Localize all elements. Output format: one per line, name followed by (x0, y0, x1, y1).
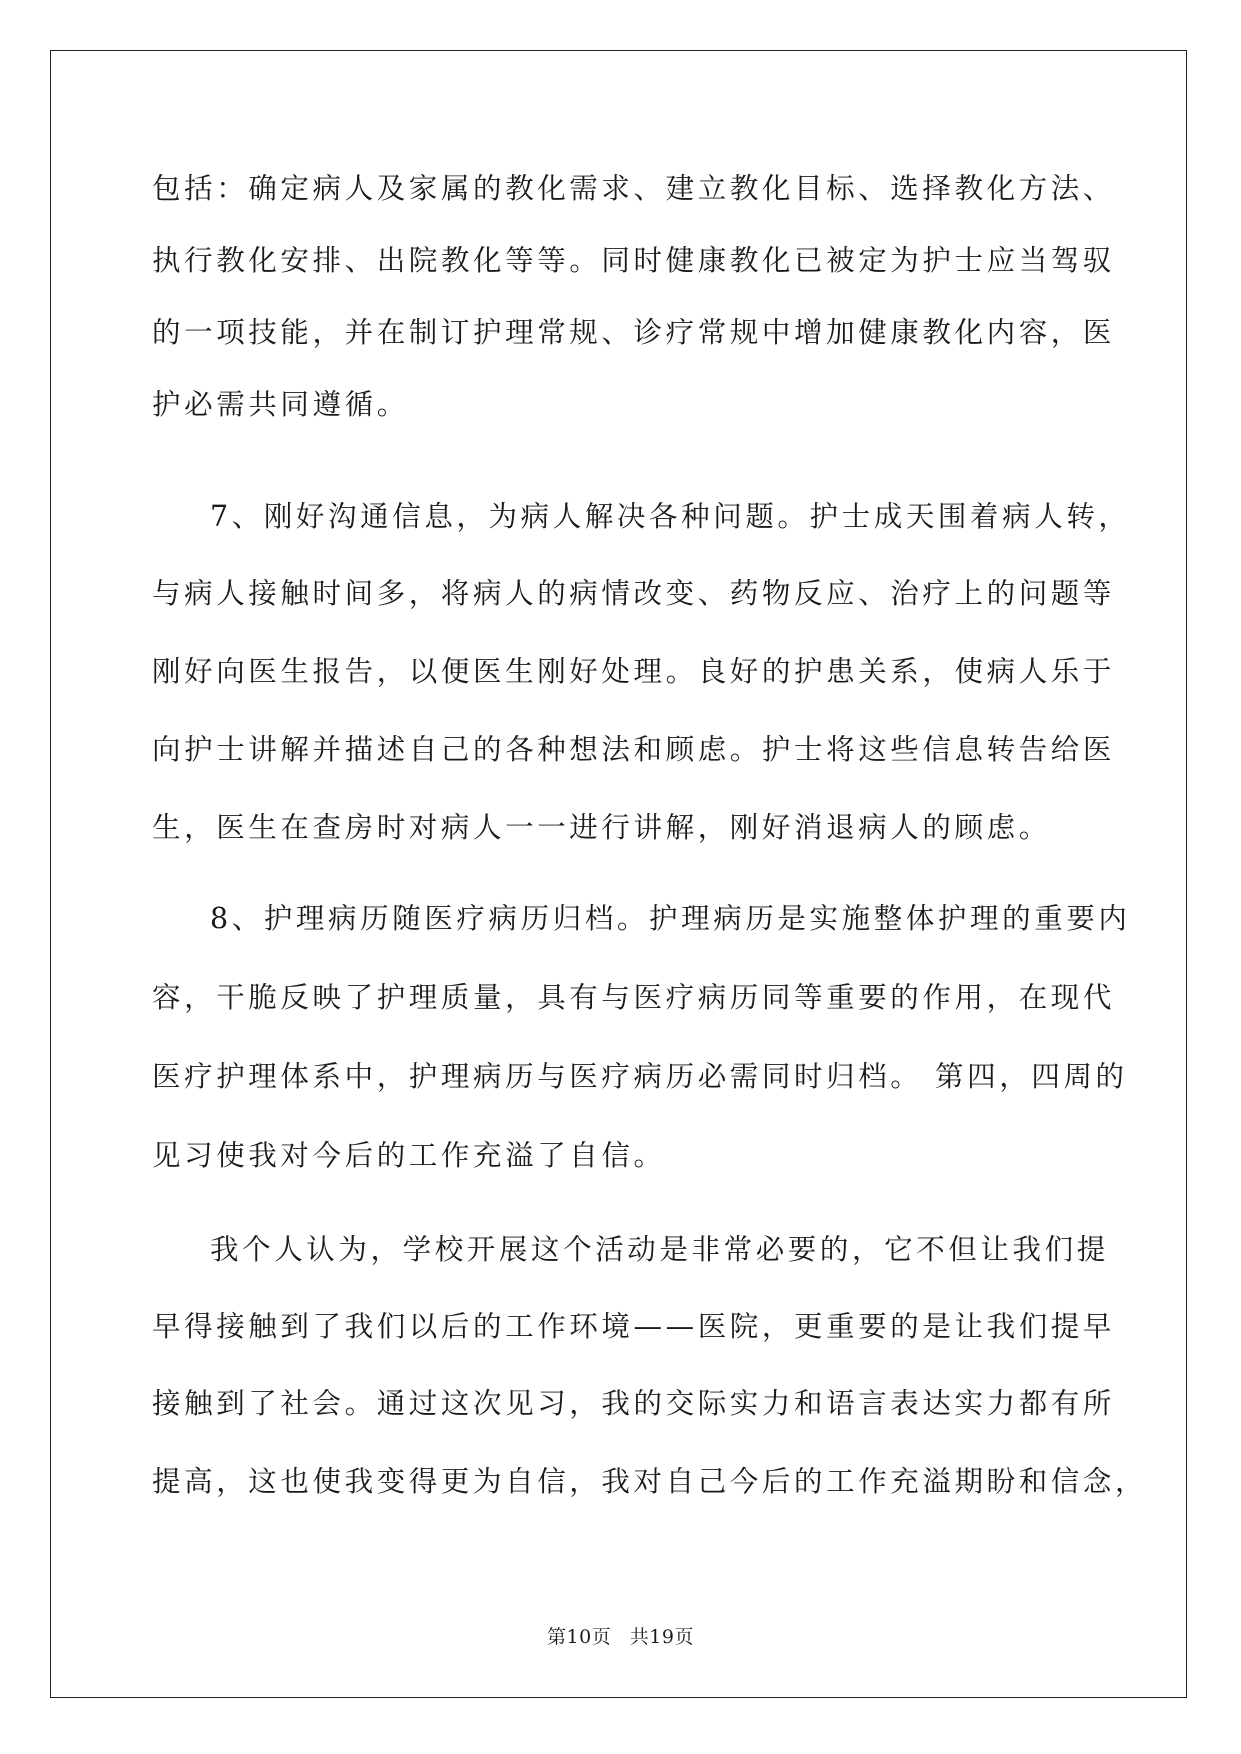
text-line: 执行教化安排、出院教化等等。同时健康教化已被定为护士应当驾驭 (152, 244, 1116, 277)
text-line: 刚好向医生报告，以便医生刚好处理。良好的护患关系，使病人乐于 (152, 655, 1116, 688)
page-footer (0, 1622, 1241, 1649)
text-line: 提高，这也使我变得更为自信，我对自己今后的工作充溢期盼和信念， (152, 1465, 1148, 1498)
text-line: 生，医生在查房时对病人一一进行讲解，刚好消退病人的顾虑。 (152, 811, 1051, 844)
text-line: 的一项技能，并在制订护理常规、诊疗常规中增加健康教化内容，医 (152, 316, 1116, 349)
text-line: 接触到了社会。通过这次见习，我的交际实力和语言表达实力都有所 (152, 1387, 1116, 1420)
current-page-number: 第10页 (547, 1626, 612, 1648)
text-line: 包括：确定病人及家属的教化需求、建立教化目标、选择教化方法、 (152, 172, 1116, 205)
paragraph-start-line: 8、护理病历随医疗病历归档。护理病历是实施整体护理的重要内 (210, 902, 1131, 935)
text-line: 护必需共同遵循。 (152, 388, 409, 421)
text-line: 容，干脆反映了护理质量，具有与医疗病历同等重要的作用，在现代 (152, 981, 1116, 1014)
paragraph-start-line: 7、刚好沟通信息，为病人解决各种问题。护士成天围着病人转， (210, 500, 1131, 533)
text-line: 向护士讲解并描述自己的各种想法和顾虑。护士将这些信息转告给医 (152, 733, 1116, 766)
text-line: 与病人接触时间多，将病人的病情改变、药物反应、治疗上的问题等 (152, 577, 1116, 610)
text-line: 早得接触到了我们以后的工作环境——医院，更重要的是让我们提早 (152, 1310, 1116, 1343)
text-line: 见习使我对今后的工作充溢了自信。 (152, 1139, 666, 1172)
page-border (50, 50, 1187, 1698)
total-page-count: 共19页 (629, 1626, 694, 1648)
paragraph-start-line: 我个人认为，学校开展这个活动是非常必要的，它不但让我们提 (210, 1233, 1109, 1266)
text-line: 医疗护理体系中，护理病历与医疗病历必需同时归档。 第四，四周的 (152, 1060, 1128, 1093)
